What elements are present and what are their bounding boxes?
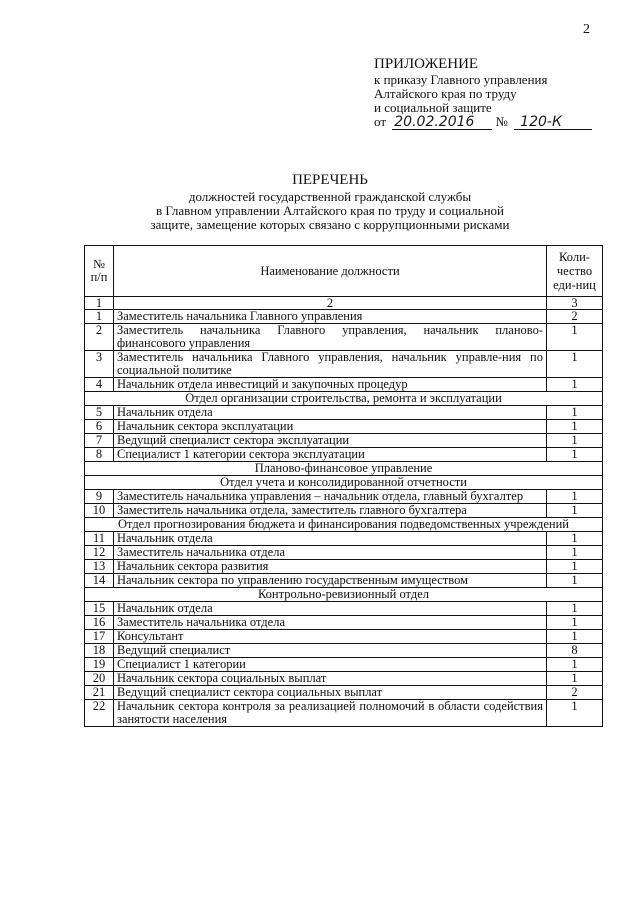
section-title: Отдел учета и консолидированной отчетности — [85, 476, 603, 490]
row-number: 11 — [85, 532, 114, 546]
row-number: 6 — [85, 420, 114, 434]
table-row — [85, 602, 603, 616]
section-title: Контрольно-ревизионный отдел — [85, 588, 603, 602]
position-quantity: 1 — [547, 546, 603, 560]
row-number: 1 — [85, 310, 114, 324]
table-row — [85, 434, 603, 448]
row-number: 14 — [85, 574, 114, 588]
table-row — [85, 644, 603, 658]
heading-line: защите, замещение которых связано с коррупционными рисками — [150, 217, 510, 232]
row-number: 5 — [85, 406, 114, 420]
table-row — [85, 574, 603, 588]
table-row — [85, 560, 603, 574]
position-quantity: 1 — [547, 658, 603, 672]
table-row — [85, 672, 603, 686]
row-number: 16 — [85, 616, 114, 630]
row-number: 17 — [85, 630, 114, 644]
position-quantity: 1 — [547, 602, 603, 616]
position-quantity: 1 — [547, 560, 603, 574]
position-name: Начальник сектора эксплуатации — [114, 420, 547, 434]
header-num: № п/п — [85, 246, 114, 297]
position-name: Начальник сектора по управлению государственным имуществом — [114, 574, 547, 588]
page-number: 2 — [583, 22, 590, 37]
row-number: 10 — [85, 504, 114, 518]
section-title: Отдел прогнозирования бюджета и финансирования подведомственных учреждений — [85, 518, 603, 532]
row-number: 12 — [85, 546, 114, 560]
table-row — [85, 616, 603, 630]
row-number: 18 — [85, 644, 114, 658]
column-index-row — [85, 297, 603, 310]
position-name: Специалист 1 категории сектора эксплуатации — [114, 448, 547, 462]
position-quantity: 1 — [547, 448, 603, 462]
table-row — [85, 532, 603, 546]
row-number: 8 — [85, 448, 114, 462]
section-row — [85, 476, 603, 490]
table-row — [85, 630, 603, 644]
section-title: Планово-финансовое управление — [85, 462, 603, 476]
table-row — [85, 406, 603, 420]
appendix-line: Алтайского края по труду — [374, 86, 517, 101]
row-number: 21 — [85, 686, 114, 700]
table-row — [85, 310, 603, 324]
position-name: Ведущий специалист сектора социальных выплат — [114, 686, 547, 700]
column-index-cell: 2 — [114, 297, 547, 310]
table-row — [85, 351, 603, 378]
position-quantity: 1 — [547, 406, 603, 420]
table-row — [85, 658, 603, 672]
heading-line: должностей государственной гражданской службы — [188, 189, 472, 204]
appendix-line: к приказу Главного управления — [374, 72, 548, 87]
date-prefix: от — [374, 114, 387, 129]
document-heading — [100, 172, 560, 232]
position-quantity: 2 — [547, 686, 603, 700]
position-quantity: 2 — [547, 310, 603, 324]
position-name: Заместитель начальника управления – начальник отдела, главный бухгалтер — [114, 490, 547, 504]
row-number: 7 — [85, 434, 114, 448]
table-row — [85, 490, 603, 504]
position-quantity: 1 — [547, 378, 603, 392]
position-name: Заместитель начальника отдела — [114, 616, 547, 630]
section-row — [85, 518, 603, 532]
position-name: Начальник отдела — [114, 532, 547, 546]
position-name: Заместитель начальника отдела, заместитель главного бухгалтера — [114, 504, 547, 518]
position-quantity: 1 — [547, 324, 603, 351]
row-number: 22 — [85, 700, 114, 727]
table-header-row — [85, 246, 603, 297]
heading-line: в Главном управлении Алтайского края по труду и социальной — [155, 203, 505, 218]
appendix-block — [374, 56, 592, 130]
section-row — [85, 588, 603, 602]
position-name: Начальник отдела — [114, 602, 547, 616]
position-quantity: 1 — [547, 700, 603, 727]
table-row — [85, 504, 603, 518]
position-name: Консультант — [114, 630, 547, 644]
order-number: 120-К — [514, 115, 592, 130]
row-number: 4 — [85, 378, 114, 392]
position-quantity: 1 — [547, 630, 603, 644]
row-number: 20 — [85, 672, 114, 686]
table-body — [85, 297, 603, 727]
order-date-number-line — [374, 115, 592, 130]
position-name: Заместитель начальника Главного управления, начальник планово-финансового управления — [114, 324, 547, 351]
header-name: Наименование должности — [114, 246, 547, 297]
position-quantity: 1 — [547, 672, 603, 686]
section-row — [85, 462, 603, 476]
position-name: Заместитель начальника отдела — [114, 546, 547, 560]
position-name: Ведущий специалист сектора эксплуатации — [114, 434, 547, 448]
position-quantity: 1 — [547, 434, 603, 448]
table-row — [85, 700, 603, 727]
position-name: Начальник сектора контроля за реализацией полномочий в области содействия занятости населения — [114, 700, 547, 727]
table-row — [85, 686, 603, 700]
row-number: 19 — [85, 658, 114, 672]
row-number: 9 — [85, 490, 114, 504]
position-name: Начальник отдела — [114, 406, 547, 420]
row-number: 15 — [85, 602, 114, 616]
appendix-line: и социальной защите — [374, 100, 492, 115]
order-date: 20.02.2016 — [392, 115, 492, 130]
position-quantity: 1 — [547, 574, 603, 588]
row-number: 13 — [85, 560, 114, 574]
header-qty: Коли-чество еди-ниц — [547, 246, 603, 297]
position-quantity: 8 — [547, 644, 603, 658]
position-name: Заместитель начальника Главного управления, начальник управле-ния по социальной политике — [114, 351, 547, 378]
position-quantity: 1 — [547, 532, 603, 546]
section-row — [85, 392, 603, 406]
number-prefix: № — [495, 114, 508, 129]
position-quantity: 1 — [547, 504, 603, 518]
position-quantity: 1 — [547, 420, 603, 434]
appendix-title: ПРИЛОЖЕНИЕ — [374, 56, 479, 72]
position-quantity: 1 — [547, 490, 603, 504]
row-number: 3 — [85, 351, 114, 378]
position-name: Специалист 1 категории — [114, 658, 547, 672]
table-row — [85, 420, 603, 434]
row-number: 2 — [85, 324, 114, 351]
position-name: Начальник сектора развития — [114, 560, 547, 574]
position-quantity: 1 — [547, 616, 603, 630]
position-name: Начальник сектора социальных выплат — [114, 672, 547, 686]
position-quantity: 1 — [547, 351, 603, 378]
positions-table — [84, 245, 603, 727]
document-title: ПЕРЕЧЕНЬ — [292, 172, 368, 188]
table-row — [85, 378, 603, 392]
position-name: Заместитель начальника Главного управления — [114, 310, 547, 324]
position-name: Начальник отдела инвестиций и закупочных процедур — [114, 378, 547, 392]
table-row — [85, 448, 603, 462]
position-name: Ведущий специалист — [114, 644, 547, 658]
column-index-cell: 1 — [85, 297, 114, 310]
table-row — [85, 546, 603, 560]
table-row — [85, 324, 603, 351]
section-title: Отдел организации строительства, ремонта и эксплуатации — [85, 392, 603, 406]
column-index-cell: 3 — [547, 297, 603, 310]
